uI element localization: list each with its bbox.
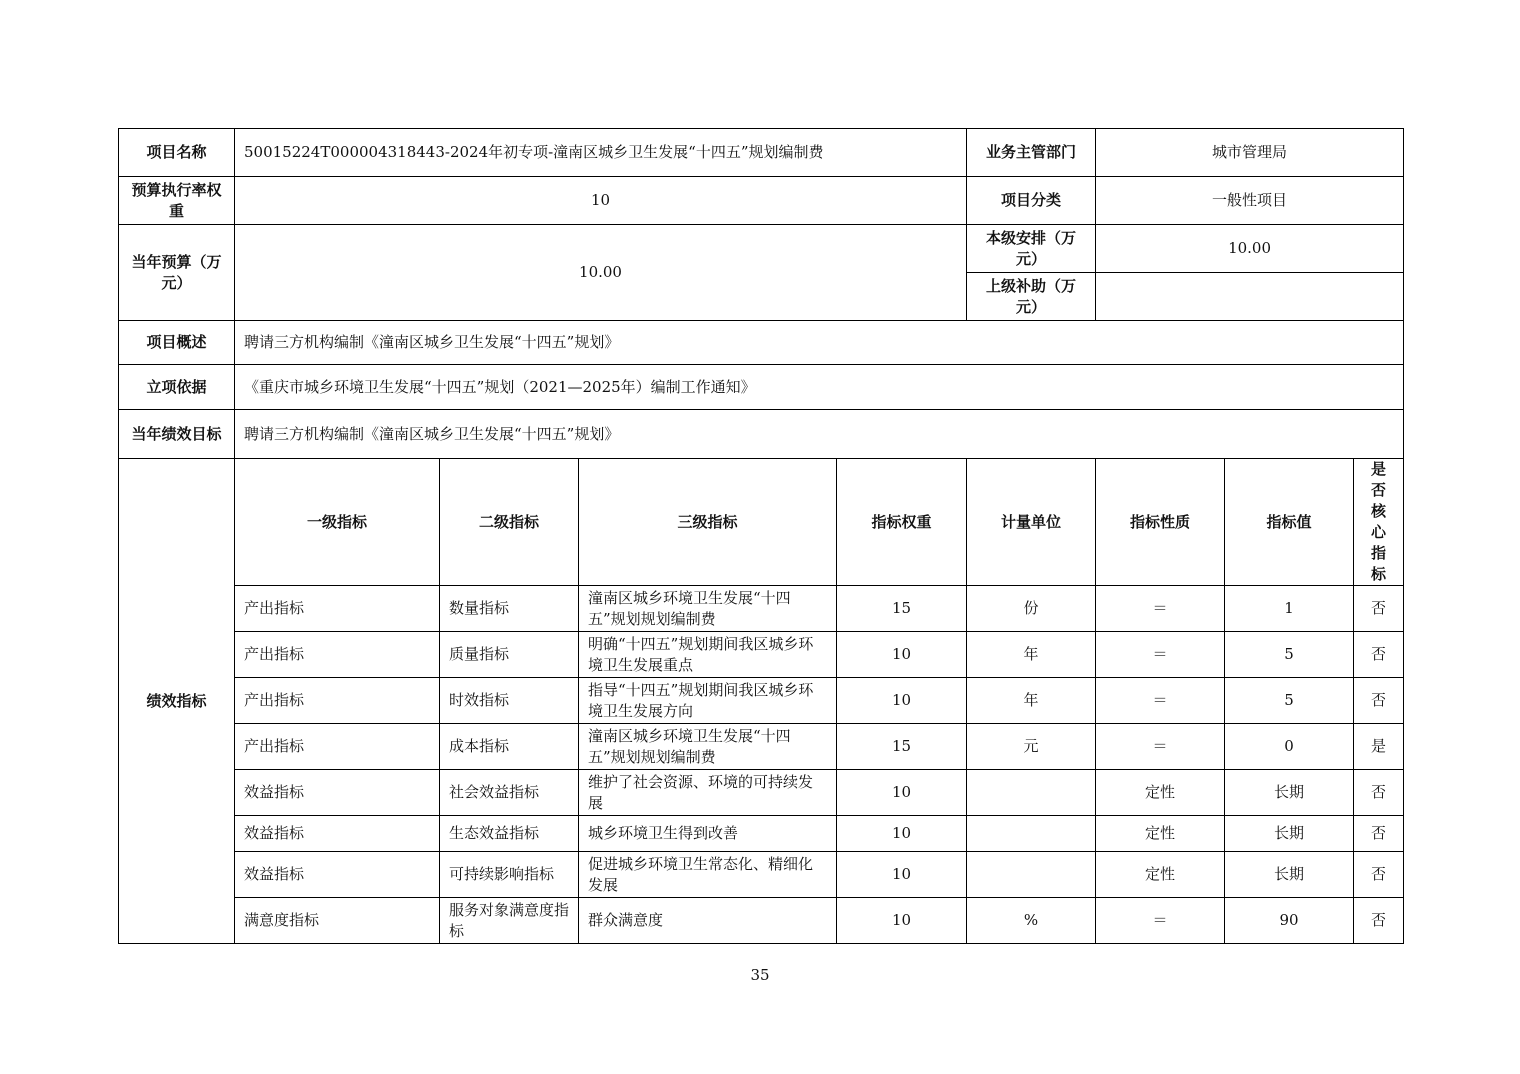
dept-value: 城市管理局	[1096, 129, 1404, 177]
cell-nature: ＝	[1096, 678, 1225, 724]
cell-core: 否	[1354, 632, 1404, 678]
cell-unit: 年	[967, 632, 1096, 678]
basis-label: 立项依据	[119, 365, 235, 410]
cell-level1: 满意度指标	[235, 898, 440, 944]
header-level3: 三级指标	[579, 459, 837, 586]
basis-value: 《重庆市城乡环境卫生发展“十四五”规划（2021—2025年）编制工作通知》	[235, 365, 1404, 410]
table-row	[119, 586, 1404, 632]
cell-weight: 10	[837, 898, 967, 944]
cell-value: 5	[1225, 632, 1354, 678]
cell-value: 长期	[1225, 770, 1354, 816]
cell-level1: 产出指标	[235, 724, 440, 770]
goal-label: 当年绩效目标	[119, 410, 235, 459]
cell-weight: 10	[837, 678, 967, 724]
exec-weight-row	[119, 177, 1404, 225]
cell-value: 1	[1225, 586, 1354, 632]
cell-weight: 10	[837, 852, 967, 898]
category-value: 一般性项目	[1096, 177, 1404, 225]
cell-nature: ＝	[1096, 632, 1225, 678]
cell-level3: 城乡环境卫生得到改善	[579, 816, 837, 852]
cell-level3: 促进城乡环境卫生常态化、精细化发展	[579, 852, 837, 898]
cell-core: 否	[1354, 898, 1404, 944]
overview-value: 聘请三方机构编制《潼南区城乡卫生发展“十四五”规划》	[235, 321, 1404, 365]
table-row	[119, 678, 1404, 724]
project-name-value: 50015224T000004318443-2024年初专项-潼南区城乡卫生发展“十四五”规划编制费	[235, 129, 967, 177]
cell-core: 是	[1354, 724, 1404, 770]
cell-value: 0	[1225, 724, 1354, 770]
cell-core: 否	[1354, 586, 1404, 632]
cell-level3: 指导“十四五”规划期间我区城乡环境卫生发展方向	[579, 678, 837, 724]
subsidy-label: 上级补助（万元）	[967, 273, 1096, 321]
indicator-header-row	[119, 459, 1404, 586]
overview-label: 项目概述	[119, 321, 235, 365]
cell-level1: 效益指标	[235, 816, 440, 852]
cell-weight: 10	[837, 632, 967, 678]
cell-weight: 15	[837, 724, 967, 770]
project-name-row	[119, 129, 1404, 177]
header-level2: 二级指标	[440, 459, 579, 586]
table-row	[119, 898, 1404, 944]
cell-level2: 数量指标	[440, 586, 579, 632]
table-row	[119, 724, 1404, 770]
cell-level2: 服务对象满意度指标	[440, 898, 579, 944]
local-budget-label: 本级安排（万元）	[967, 225, 1096, 273]
cell-core: 否	[1354, 852, 1404, 898]
cell-weight: 10	[837, 816, 967, 852]
cell-unit: 年	[967, 678, 1096, 724]
cell-level1: 效益指标	[235, 770, 440, 816]
exec-weight-label: 预算执行率权重	[119, 177, 235, 225]
cell-value: 5	[1225, 678, 1354, 724]
table-row	[119, 632, 1404, 678]
cell-core: 否	[1354, 678, 1404, 724]
cell-unit	[967, 816, 1096, 852]
header-core: 是否核心指标	[1354, 459, 1404, 586]
cell-unit	[967, 852, 1096, 898]
category-label: 项目分类	[967, 177, 1096, 225]
table-row	[119, 770, 1404, 816]
cell-level3: 群众满意度	[579, 898, 837, 944]
perf-label: 绩效指标	[119, 459, 235, 944]
budget-label: 当年预算（万元）	[119, 225, 235, 321]
basis-row	[119, 365, 1404, 410]
cell-level3: 潼南区城乡环境卫生发展“十四五”规划规划编制费	[579, 586, 837, 632]
dept-label: 业务主管部门	[967, 129, 1096, 177]
cell-level3: 明确“十四五”规划期间我区城乡环境卫生发展重点	[579, 632, 837, 678]
goal-value: 聘请三方机构编制《潼南区城乡卫生发展“十四五”规划》	[235, 410, 1404, 459]
project-performance-table	[118, 128, 1404, 944]
cell-nature: 定性	[1096, 816, 1225, 852]
page-number: 35	[750, 966, 770, 984]
cell-level1: 产出指标	[235, 632, 440, 678]
budget-value: 10.00	[235, 225, 967, 321]
cell-nature: 定性	[1096, 852, 1225, 898]
overview-row	[119, 321, 1404, 365]
table-row	[119, 816, 1404, 852]
cell-core: 否	[1354, 816, 1404, 852]
cell-level1: 产出指标	[235, 678, 440, 724]
cell-level2: 质量指标	[440, 632, 579, 678]
project-name-label: 项目名称	[119, 129, 235, 177]
cell-level3: 潼南区城乡环境卫生发展“十四五”规划规划编制费	[579, 724, 837, 770]
goal-row	[119, 410, 1404, 459]
header-unit: 计量单位	[967, 459, 1096, 586]
cell-level1: 产出指标	[235, 586, 440, 632]
subsidy-value	[1096, 273, 1404, 321]
cell-level2: 可持续影响指标	[440, 852, 579, 898]
table-row	[119, 852, 1404, 898]
cell-level1: 效益指标	[235, 852, 440, 898]
cell-level3: 维护了社会资源、环境的可持续发展	[579, 770, 837, 816]
cell-level2: 成本指标	[440, 724, 579, 770]
cell-value: 长期	[1225, 816, 1354, 852]
local-budget-value: 10.00	[1096, 225, 1404, 273]
cell-nature: ＝	[1096, 586, 1225, 632]
cell-nature: ＝	[1096, 898, 1225, 944]
cell-unit: %	[967, 898, 1096, 944]
header-nature: 指标性质	[1096, 459, 1225, 586]
budget-row	[119, 225, 1404, 273]
cell-value: 长期	[1225, 852, 1354, 898]
cell-unit: 元	[967, 724, 1096, 770]
header-value: 指标值	[1225, 459, 1354, 586]
exec-weight-value: 10	[235, 177, 967, 225]
cell-weight: 10	[837, 770, 967, 816]
cell-unit: 份	[967, 586, 1096, 632]
cell-level2: 生态效益指标	[440, 816, 579, 852]
cell-level2: 时效指标	[440, 678, 579, 724]
cell-nature: ＝	[1096, 724, 1225, 770]
header-level1: 一级指标	[235, 459, 440, 586]
header-weight: 指标权重	[837, 459, 967, 586]
cell-value: 90	[1225, 898, 1354, 944]
cell-nature: 定性	[1096, 770, 1225, 816]
cell-level2: 社会效益指标	[440, 770, 579, 816]
cell-weight: 15	[837, 586, 967, 632]
cell-core: 否	[1354, 770, 1404, 816]
cell-unit	[967, 770, 1096, 816]
